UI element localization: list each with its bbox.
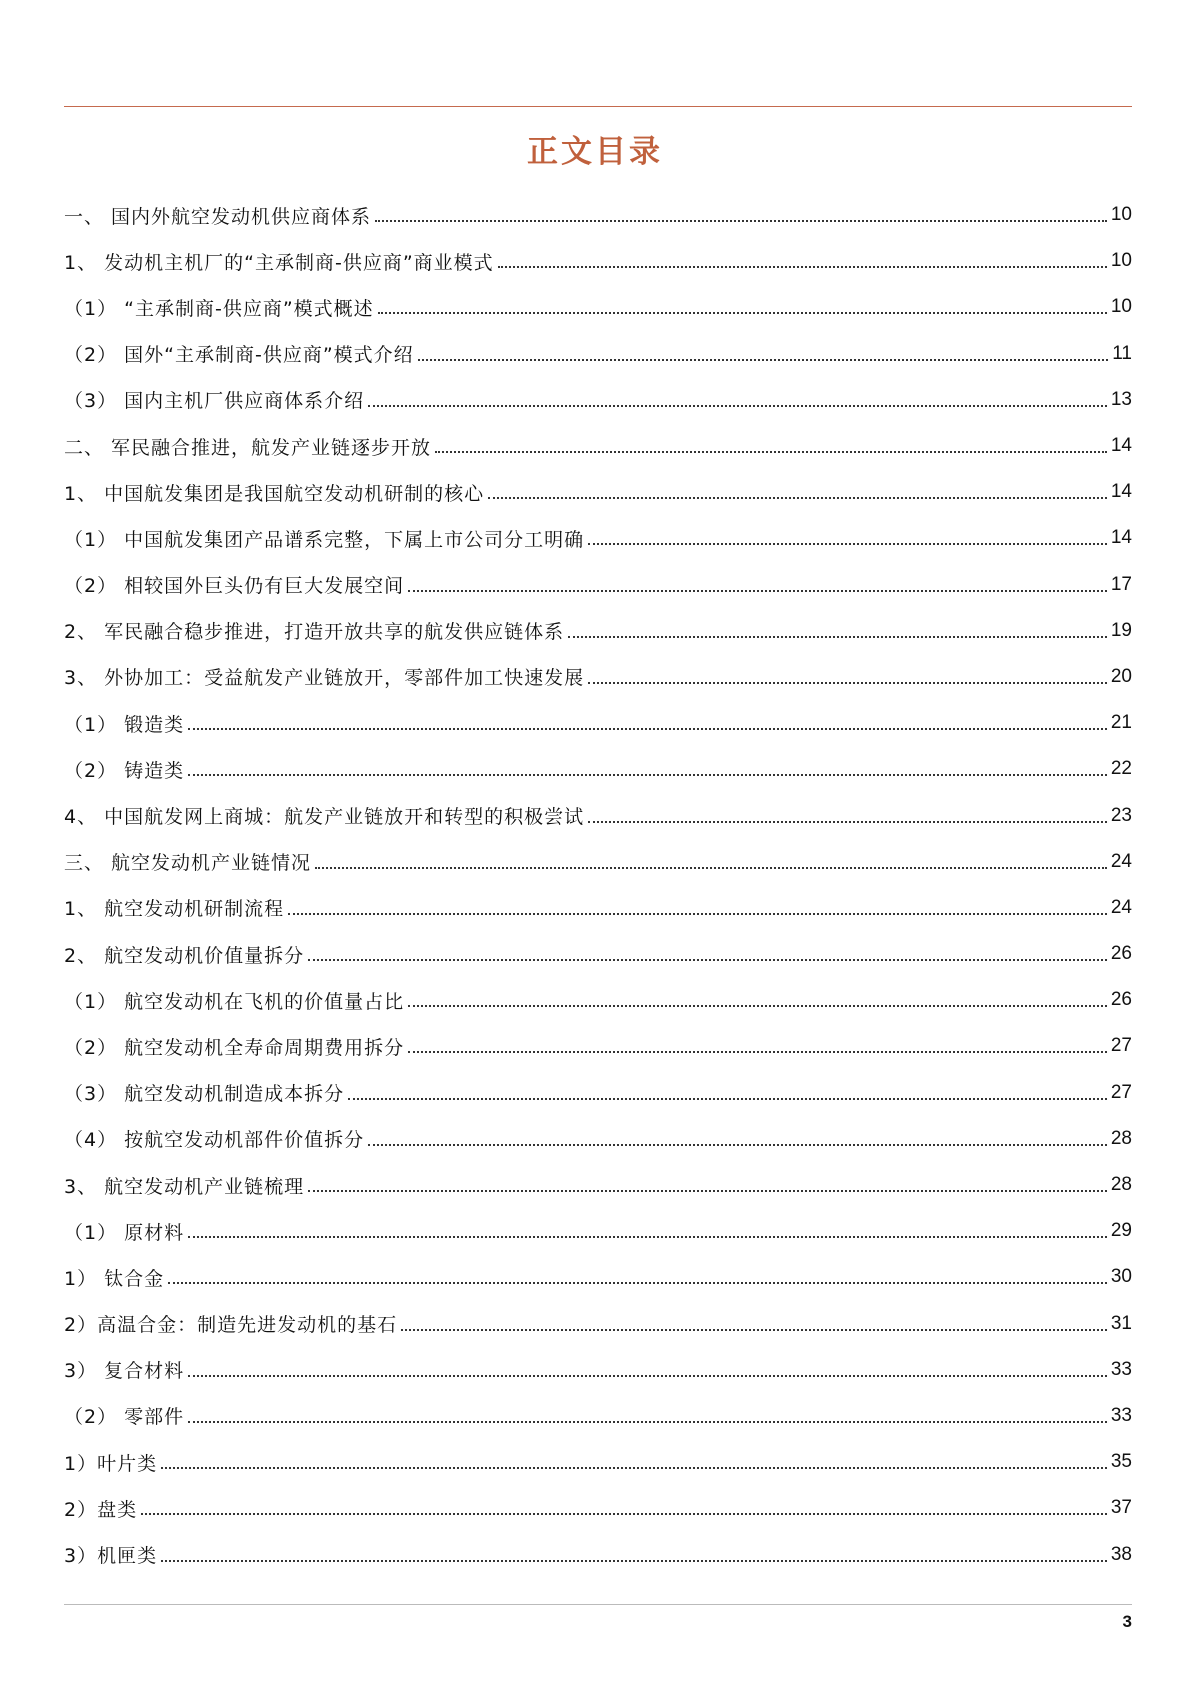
toc-entry-label: （1） 航空发动机在飞机的价值量占比 [64,990,405,1013]
toc-entry-label: 1、 发动机主机厂的“主承制商-供应商”商业模式 [64,251,494,274]
toc-entry-label: 二、 军民融合推进，航发产业链逐步开放 [64,436,432,459]
toc-entry-label: （3） 国内主机厂供应商体系介绍 [64,390,365,413]
toc-entry-label: 2）盘类 [64,1498,138,1521]
toc-entry-label: 4、 中国航发网上商城：航发产业链放开和转型的积极尝试 [64,806,585,829]
toc-entry[interactable] [64,1023,1132,1069]
toc-dot-leader [418,359,1109,361]
toc-entry-page: 27 [1110,1081,1132,1103]
toc-dot-leader [188,1421,1107,1423]
toc-entry-label: （2） 零部件 [64,1406,185,1429]
toc-entry-label: 2、 军民融合稳步推进，打造开放共享的航发供应链体系 [64,621,565,644]
toc-dot-leader [168,1282,1107,1284]
toc-entry-label: （2） 国外“主承制商-供应商”模式介绍 [64,344,414,367]
toc-entry[interactable] [64,515,1132,561]
toc-dot-leader [588,821,1107,823]
toc-entry[interactable] [64,1254,1132,1300]
toc-entry-page: 29 [1110,1220,1132,1242]
toc-entry-page: 33 [1110,1404,1132,1426]
toc-entry[interactable] [64,792,1132,838]
toc-dot-leader [368,405,1107,407]
toc-dot-leader [141,1513,1107,1515]
toc-entry[interactable] [64,192,1132,238]
toc-entry-page: 31 [1110,1312,1132,1334]
toc-entry[interactable] [64,608,1132,654]
page-title: 正文目录 [527,134,663,170]
toc-entry-page: 28 [1110,1127,1132,1149]
toc-entry[interactable] [64,1531,1132,1577]
toc-entry[interactable] [64,700,1132,746]
toc-entry[interactable] [64,1208,1132,1254]
toc-entry[interactable] [64,885,1132,931]
toc-entry[interactable] [64,931,1132,977]
toc-entry-page: 13 [1110,388,1132,410]
toc-entry[interactable] [64,1116,1132,1162]
toc-entry[interactable] [64,284,1132,330]
toc-dot-leader [588,682,1107,684]
toc-entry-page: 10 [1110,250,1132,272]
toc-entry[interactable] [64,839,1132,885]
toc-dot-leader [315,867,1107,869]
toc-dot-leader [498,266,1107,268]
toc-entry-label: （2） 相较国外巨头仍有巨大发展空间 [64,575,405,598]
toc-entry-label: 1） 钛合金 [64,1267,165,1290]
toc-entry-page: 27 [1110,1035,1132,1057]
toc-entry-label: （2） 铸造类 [64,759,185,782]
toc-entry-page: 14 [1110,527,1132,549]
toc-entry-label: 3）机匣类 [64,1545,158,1568]
toc-dot-leader [488,497,1107,499]
toc-dot-leader [161,1560,1107,1562]
toc-dot-leader [375,220,1107,222]
toc-dot-leader [188,1236,1107,1238]
table-of-contents [64,192,1132,1578]
toc-dot-leader [588,543,1107,545]
toc-entry[interactable] [64,1301,1132,1347]
toc-entry-label: （1） 原材料 [64,1221,185,1244]
toc-entry-page: 14 [1110,435,1132,457]
footer-divider [64,1604,1132,1605]
toc-entry-label: 3、 外协加工：受益航发产业链放开，零部件加工快速发展 [64,667,585,690]
toc-entry[interactable] [64,1393,1132,1439]
toc-entry-page: 21 [1110,712,1132,734]
toc-entry-label: （1） “主承制商-供应商”模式概述 [64,297,374,320]
toc-entry[interactable] [64,377,1132,423]
toc-entry-label: 一、 国内外航空发动机供应商体系 [64,205,372,228]
toc-dot-leader [308,1190,1107,1192]
toc-entry-page: 14 [1110,481,1132,503]
toc-dot-leader [401,1329,1107,1331]
toc-entry-label: 3） 复合材料 [64,1360,185,1383]
page-number: 3 [1122,1612,1132,1631]
toc-entry-label: 1、 中国航发集团是我国航空发动机研制的核心 [64,482,485,505]
toc-entry[interactable] [64,1162,1132,1208]
toc-entry[interactable] [64,331,1132,377]
toc-entry-label: 2、 航空发动机价值量拆分 [64,944,305,967]
toc-entry-page: 26 [1110,989,1132,1011]
toc-entry-page: 24 [1110,896,1132,918]
header-divider [64,106,1132,107]
toc-entry-label: 1）叶片类 [64,1452,158,1475]
toc-entry-label: （1） 中国航发集团产品谱系完整，下属上市公司分工明确 [64,528,585,551]
toc-entry-label: （1） 锻造类 [64,713,185,736]
toc-dot-leader [408,1051,1107,1053]
toc-entry[interactable] [64,423,1132,469]
toc-entry-page: 22 [1110,758,1132,780]
toc-entry[interactable] [64,1439,1132,1485]
toc-entry[interactable] [64,746,1132,792]
toc-entry-page: 35 [1110,1451,1132,1473]
toc-dot-leader [288,913,1107,915]
toc-dot-leader [188,774,1107,776]
toc-entry-page: 20 [1110,665,1132,687]
toc-entry-page: 30 [1110,1266,1132,1288]
toc-dot-leader [408,590,1107,592]
toc-entry[interactable] [64,977,1132,1023]
toc-entry-page: 26 [1110,943,1132,965]
toc-entry[interactable] [64,654,1132,700]
toc-dot-leader [308,959,1107,961]
toc-entry[interactable] [64,238,1132,284]
toc-entry[interactable] [64,562,1132,608]
toc-entry-page: 11 [1112,342,1132,364]
toc-dot-leader [435,451,1107,453]
toc-dot-leader [408,1005,1107,1007]
toc-entry-page: 28 [1110,1174,1132,1196]
toc-entry[interactable] [64,1070,1132,1116]
toc-entry-page: 10 [1110,296,1132,318]
toc-dot-leader [188,728,1107,730]
toc-entry-label: 三、 航空发动机产业链情况 [64,852,312,875]
toc-dot-leader [368,1144,1107,1146]
toc-entry-page: 24 [1110,850,1132,872]
toc-entry-page: 23 [1110,804,1132,826]
toc-entry-label: 3、 航空发动机产业链梳理 [64,1175,305,1198]
toc-entry-page: 19 [1110,619,1132,641]
toc-entry-label: （4） 按航空发动机部件价值拆分 [64,1129,365,1152]
toc-entry-label: （2） 航空发动机全寿命周期费用拆分 [64,1036,405,1059]
toc-entry-label: 1、 航空发动机研制流程 [64,898,285,921]
toc-dot-leader [568,636,1107,638]
toc-entry-page: 38 [1110,1543,1132,1565]
toc-dot-leader [348,1098,1107,1100]
toc-entry-label: （3） 航空发动机制造成本拆分 [64,1083,345,1106]
toc-dot-leader [378,312,1107,314]
toc-entry[interactable] [64,1485,1132,1531]
toc-entry-page: 33 [1110,1358,1132,1380]
toc-dot-leader [161,1467,1107,1469]
toc-entry-page: 10 [1110,204,1132,226]
toc-entry-page: 37 [1110,1497,1132,1519]
toc-entry-page: 17 [1110,573,1132,595]
toc-entry[interactable] [64,469,1132,515]
toc-entry[interactable] [64,1347,1132,1393]
toc-entry-label: 2）高温合金：制造先进发动机的基石 [64,1314,398,1337]
toc-dot-leader [188,1375,1107,1377]
